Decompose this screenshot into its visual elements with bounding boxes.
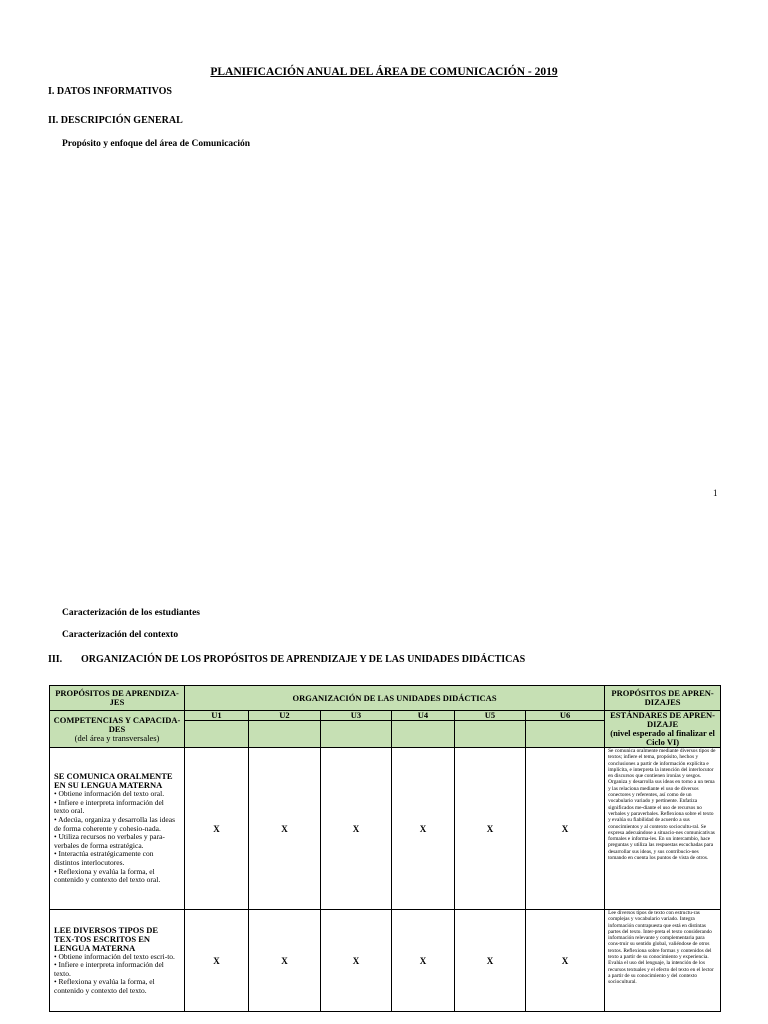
header-propositos: PROPÓSITOS DE APRENDIZA-JES	[50, 686, 185, 711]
header-competencias-title: COMPETENCIAS Y CAPACIDA-DES	[53, 714, 181, 734]
subsection-caracterizacion-contexto: Caracterización del contexto	[62, 630, 179, 640]
capacity-item: • Adecúa, organiza y desarrolla las ideas de forma coherente y cohesio-nada.	[54, 815, 175, 833]
header-unit-1: U1	[185, 711, 249, 721]
unit-mark: X	[526, 910, 605, 1012]
header-unit-1-blank	[185, 721, 249, 748]
header-propositos-right: PROPÓSITOS DE APREN-DIZAJES	[605, 686, 721, 711]
subsection-caracterizacion-estudiantes: Caracterización de los estudiantes	[62, 608, 200, 618]
capacity-item: • Infiere e interpreta información del texto oral.	[54, 797, 164, 816]
header-unit-5: U5	[455, 711, 526, 721]
header-unit-2-blank	[249, 721, 321, 748]
header-organizacion-unidades: ORGANIZACIÓN DE LAS UNIDADES DIDÁCTICAS	[185, 686, 605, 711]
header-competencias	[50, 711, 185, 748]
section-organizacion-number: III.	[48, 654, 63, 665]
header-unit-4: U4	[392, 711, 455, 721]
capacity-item: • Infiere e interpreta información del texto.	[54, 960, 164, 978]
competency-cell-oral	[50, 748, 185, 910]
document-title: PLANIFICACIÓN ANUAL DEL ÁREA DE COMUNICACIÓN - 2019	[210, 66, 558, 78]
organization-table	[49, 685, 721, 1012]
competency-name: SE COMUNICA ORALMENTE EN SU LENGUA MATERNA	[54, 771, 173, 791]
standard-text: Lee diversos tipos de texto con estructu-ras complejas y vocabulario variado. Integra información contrapuesta que está en distintas partes del texto. Inter-preta el texto considerando información relevante y complementaria para cons-truir su sentido global, valiéndose de otros textos. Reflexiona sobre formas y contenidos del texto a partir de su conocimiento y experiencia. Evalúa el uso del lenguaje, la intención de los recursos textuales y el efecto del texto en el lector a partir de su conocimiento y del contexto sociocultural.	[605, 910, 721, 1012]
table-row	[50, 748, 721, 910]
header-estandares-subtitle: (nivel esperado al finalizar el Ciclo VI)	[610, 728, 715, 747]
header-competencias-subtitle: (del área y transversales)	[74, 732, 160, 743]
table-row	[50, 910, 721, 1012]
header-unit-4-blank	[392, 721, 455, 748]
header-estandares-title: ESTÁNDARES DE APREN-DIZAJE	[610, 710, 715, 729]
capacity-item: • Obtiene información del texto escri-to.	[54, 951, 175, 961]
header-unit-6-blank	[526, 721, 605, 748]
section-datos-informativos: I. DATOS INFORMATIVOS	[48, 86, 172, 97]
header-unit-3: U3	[321, 711, 392, 721]
header-unit-6: U6	[526, 711, 605, 721]
unit-mark: X	[185, 910, 249, 1012]
capacity-item: • Utiliza recursos no verbales y para-verbales de forma estratégica.	[54, 832, 165, 850]
capacity-item: • Reflexiona y evalúa la forma, el contenido y contexto del texto oral.	[54, 866, 161, 885]
unit-mark: X	[392, 748, 455, 910]
capacity-item: • Reflexiona y evalúa la forma, el contenido y contexto del texto.	[54, 977, 155, 995]
capacity-item: • Interactúa estratégicamente con distintos interlocutores.	[54, 849, 154, 867]
unit-mark: X	[526, 748, 605, 910]
header-estandares	[605, 711, 721, 748]
page-number: 1	[713, 488, 718, 498]
header-unit-5-blank	[455, 721, 526, 748]
header-unit-2: U2	[249, 711, 321, 721]
subsection-proposito-enfoque: Propósito y enfoque del área de Comunicación	[62, 139, 251, 149]
unit-mark: X	[185, 748, 249, 910]
competency-name: LEE DIVERSOS TIPOS DE TEX-TOS ESCRITOS EN LENGUA MATERNA	[54, 924, 159, 953]
unit-mark: X	[321, 910, 392, 1012]
unit-mark: X	[392, 910, 455, 1012]
standard-text: Se comunica oralmente mediante diversos tipos de textos; infiere el tema, propósito, hechos y conclusiones a partir de información explícita e implícita, e interpreta la intención del interlocutor en discursos que contienen ironías y sesgos. Organiza y desarrolla sus ideas en torno a un tema y las relaciona mediante el uso de diversos conectores y referentes, así como de un vocabulario variado y pertinente. Enfatiza significados me-diante el uso de recursos no verbales y paraverbales. Reflexiona sobre el texto y evalúa su fiabilidad de acuerdo a sus conocimientos y al contexto sociocultu-ral. Se expresa adecuándose a situacio-nes comunicativas formales e informa-les. En un intercambio, hace preguntas y utiliza las respuestas escuchadas para desarrollar sus ideas, y sus contribucio-nes tomando en cuenta los puntos de vista de otros.	[605, 748, 721, 910]
unit-mark: X	[249, 910, 321, 1012]
competency-cell-lee	[50, 910, 185, 1012]
unit-mark: X	[455, 748, 526, 910]
section-descripcion-general: II. DESCRIPCIÓN GENERAL	[48, 115, 183, 126]
capacity-item: • Obtiene información del texto oral.	[54, 789, 165, 799]
header-unit-3-blank	[321, 721, 392, 748]
unit-mark: X	[249, 748, 321, 910]
section-organizacion-title: ORGANIZACIÓN DE LOS PROPÓSITOS DE APRENDIZAJE Y DE LAS UNIDADES DIDÁCTICAS	[81, 654, 526, 665]
unit-mark: X	[321, 748, 392, 910]
unit-mark: X	[455, 910, 526, 1012]
